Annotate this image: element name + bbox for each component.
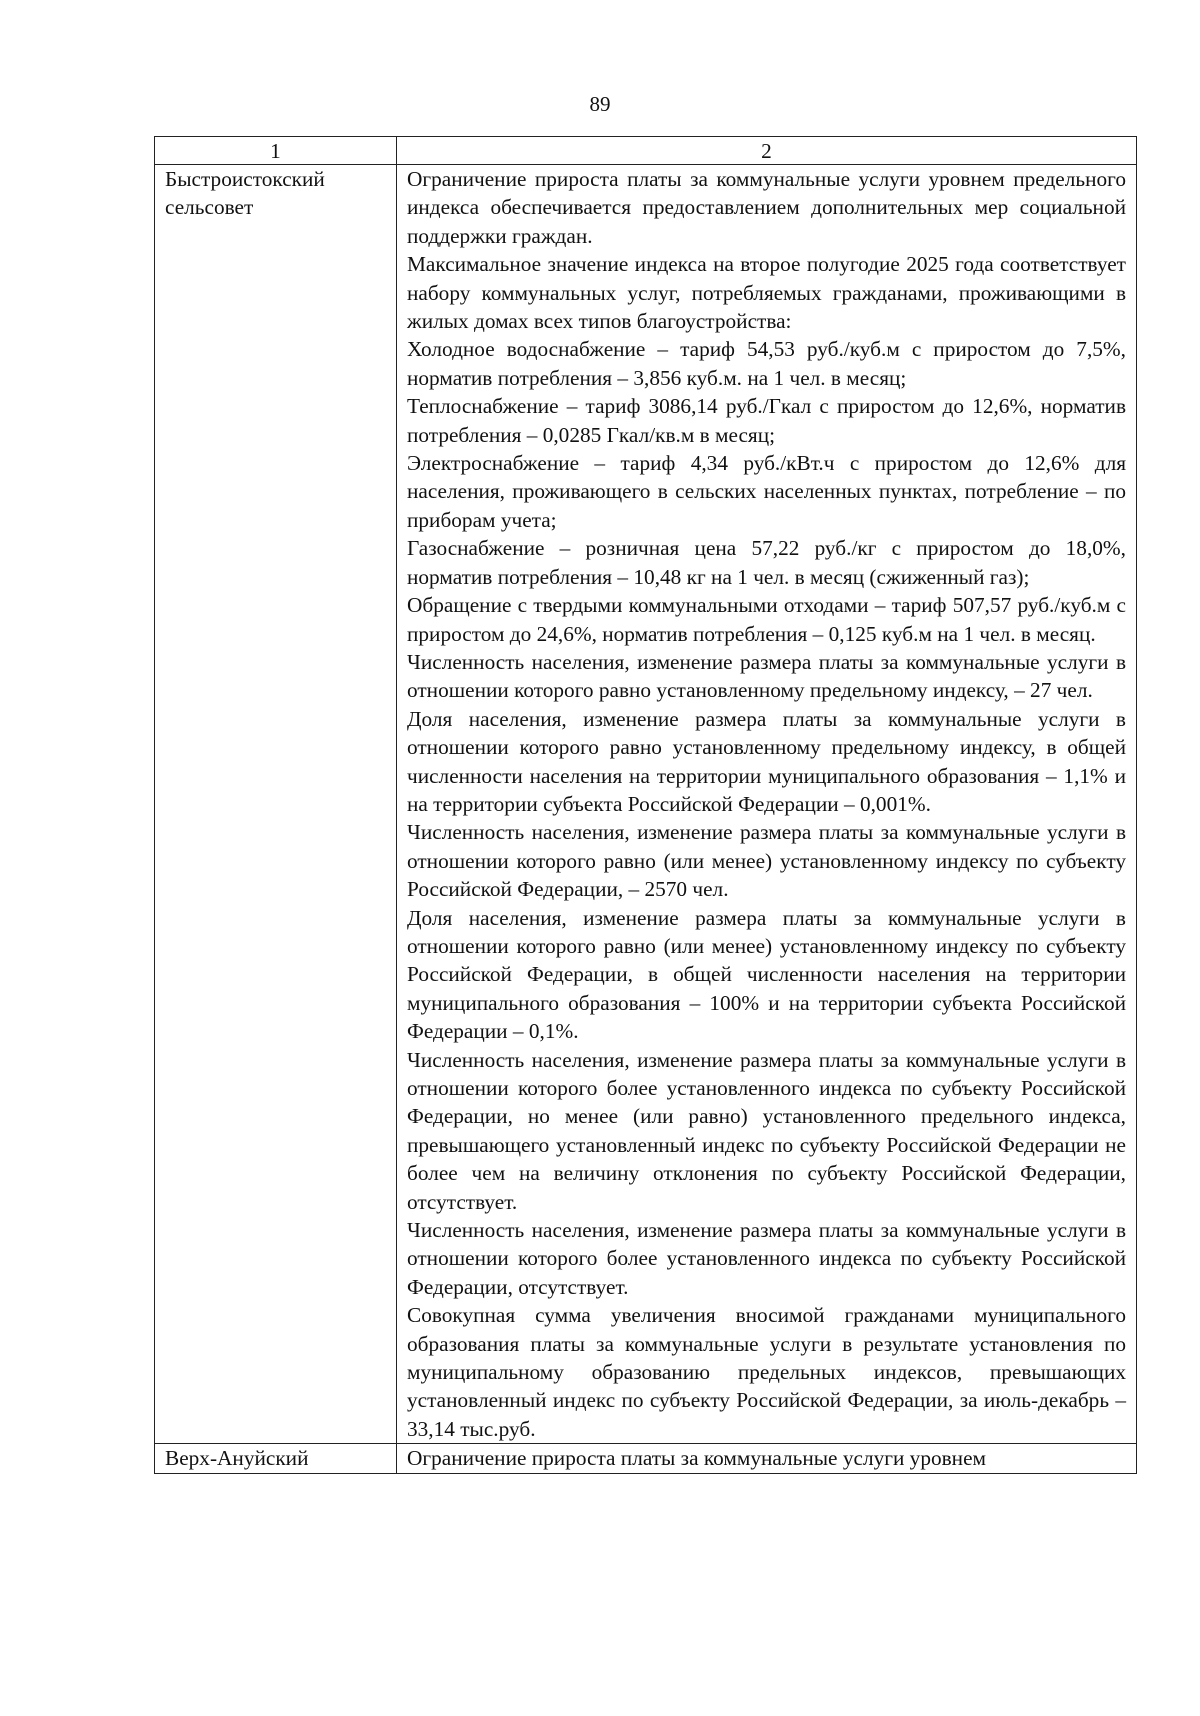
paragraph-population-between: Численность населения, изменение размера платы за коммунальные услуги в отношении которого более установленного индекса по субъекту Российской Федерации, но менее (или равно) установленного предельного индекса, превышающего установленный индекс по субъекту Российской Федерации не более чем на величину отклонения по субъекту Российской Федерации, отсутствует. xyxy=(407,1047,1126,1214)
table-header-col-2: 2 xyxy=(397,137,1137,165)
paragraph-population-more: Численность населения, изменение размера платы за коммунальные услуги в отношении которого более установленного индекса по субъекту Российской Федерации, отсутствует. xyxy=(407,1218,1126,1299)
municipality-name-cell xyxy=(155,165,397,1444)
paragraph-share-less: Доля населения, изменение размера платы за коммунальные услуги в отношении которого равно (или менее) установленному индексу по субъекту Российской Федерации, в общей численности населения на территории муниципального образования – 100% и на территории субъекта Российской Федерации – 0,1%. xyxy=(407,905,1126,1044)
description-cell xyxy=(397,1444,1137,1473)
paragraph-limit-growth: Ограничение прироста платы за коммунальные услуги уровнем предельного индекса обеспечивается предоставлением дополнительных мер социальной поддержки граждан. xyxy=(407,167,1126,248)
description-cell xyxy=(397,165,1137,1444)
table-row xyxy=(155,1444,1137,1473)
municipality-name-cell xyxy=(155,1444,397,1473)
paragraph-limit-growth: Ограничение прироста платы за коммунальные услуги уровнем xyxy=(407,1446,986,1471)
paragraph-heating: Теплоснабжение – тариф 3086,14 руб./Гкал с приростом до 12,6%, норматив потребления – 0,0285 Гкал/кв.м в месяц; xyxy=(407,394,1126,447)
table-header-col-1: 1 xyxy=(155,137,397,165)
paragraph-solid-waste: Обращение с твердыми коммунальными отходами – тариф 507,57 руб./куб.м с приростом до 24,6%, норматив потребления – 0,125 куб.м на 1 чел. в месяц. xyxy=(407,593,1126,646)
paragraph-population-equal: Численность населения, изменение размера платы за коммунальные услуги в отношении которого равно установленному предельному индексу, – 27 чел. xyxy=(407,649,1126,703)
page-number: 89 xyxy=(589,92,611,116)
table-row xyxy=(155,165,1137,1444)
paragraph-population-less: Численность населения, изменение размера платы за коммунальные услуги в отношении которого равно (или менее) установленному индексу по субъекту Российской Федерации, – 2570 чел. xyxy=(407,820,1126,902)
municipal-index-table xyxy=(154,136,1137,1474)
paragraph-electricity: Электроснабжение – тариф 4,34 руб./кВт.ч с приростом до 12,6% для населения, проживающего в сельских населенных пунктах, потребление – по приборам учета; xyxy=(407,451,1126,532)
municipality-name-line: сельсовет xyxy=(165,195,254,220)
paragraph-total-sum: Совокупная сумма увеличения вносимой гражданами муниципального образования платы за коммунальные услуги в результате установления по муниципальному образованию предельных индексов, превышающих установленный индекс по субъекту Российской Федерации, за июль-декабрь – 33,14 тыс.руб. xyxy=(407,1303,1126,1441)
table-header-row xyxy=(155,137,1137,165)
paragraph-cold-water: Холодное водоснабжение – тариф 54,53 руб./куб.м с приростом до 7,5%, норматив потребления – 3,856 куб.м. на 1 чел. в месяц; xyxy=(407,337,1126,390)
paragraph-max-index: Максимальное значение индекса на второе полугодие 2025 года соответствует набору коммунальных услуг, потребляемых гражданами, проживающими в жилых домах всех типов благоустройства: xyxy=(407,252,1126,334)
paragraph-gas: Газоснабжение – розничная цена 57,22 руб./кг с приростом до 18,0%, норматив потребления – 10,48 кг на 1 чел. в месяц (сжиженный газ); xyxy=(407,536,1126,589)
municipality-name-line: Быстроистокский xyxy=(165,167,325,191)
municipality-name-line: Верх-Ануйский xyxy=(165,1446,309,1471)
paragraph-share-equal: Доля населения, изменение размера платы за коммунальные услуги в отношении которого равно установленному предельному индексу, в общей численности населения на территории муниципального образования – 1,1% и на территории субъекта Российской Федерации – 0,001%. xyxy=(407,706,1126,816)
